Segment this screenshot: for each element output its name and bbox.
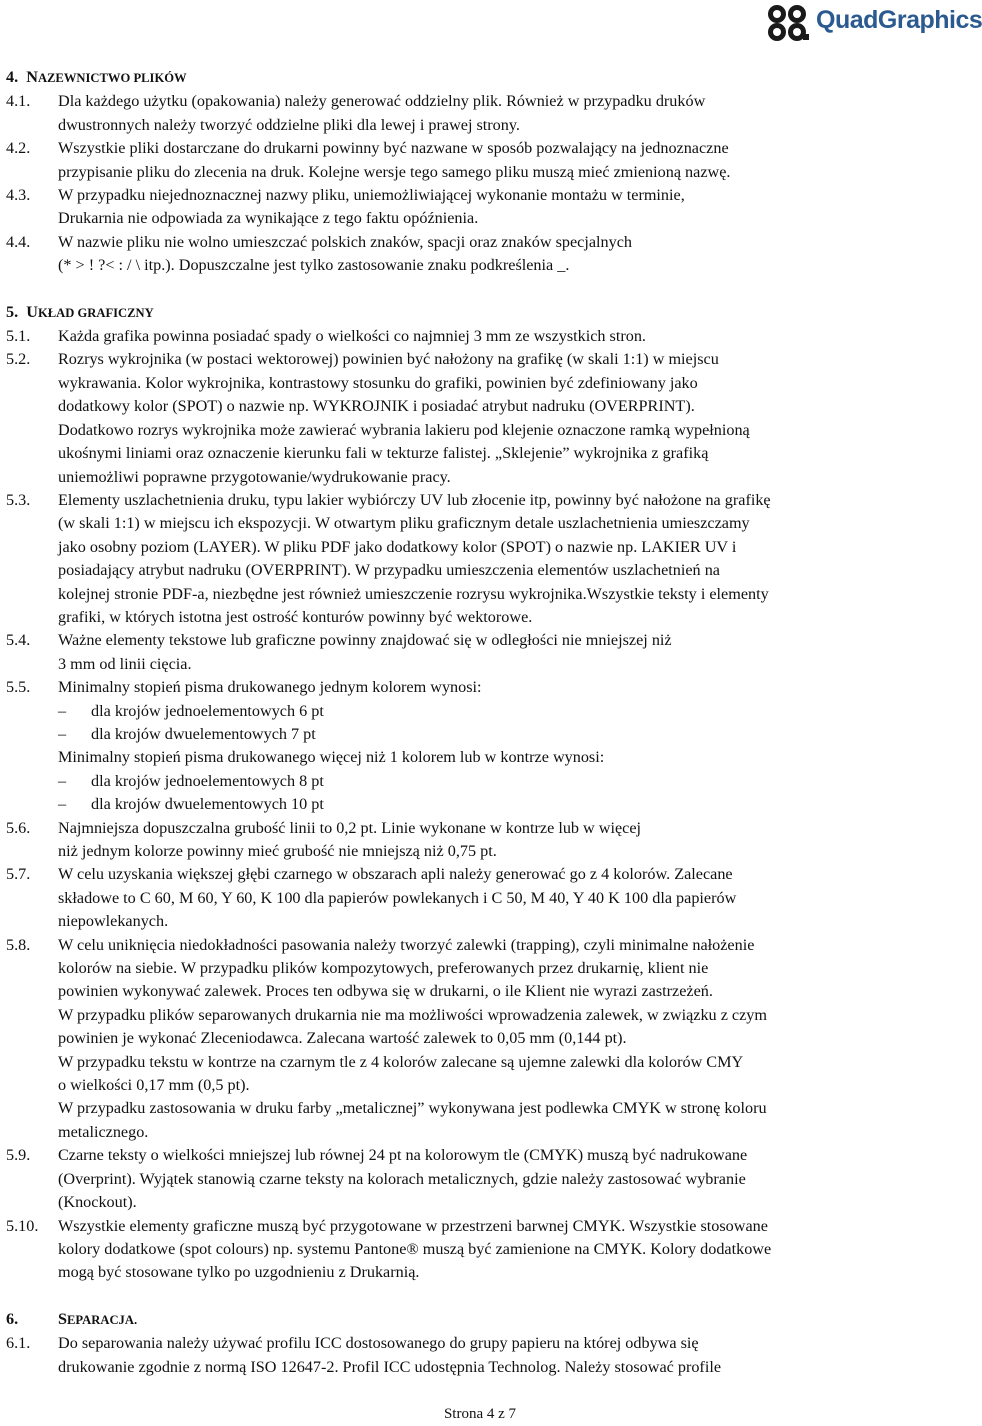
item-line: Wszystkie elementy graficzne muszą być przygotowane w przestrzeni barwnej CMYK. Wszystkie stosowane — [58, 1216, 768, 1235]
section-title-initial: N — [26, 68, 38, 86]
item-line: posiadający atrybut nadruku (OVERPRINT). W przypadku umieszczenia elementów uszlachetnień na — [58, 561, 720, 580]
item-line: składowe to C 60, M 60, Y 60, K 100 dla papierów powlekanych i C 50, M 40, Y 40 K 100 dla papierów — [58, 888, 737, 907]
list-item — [6, 137, 956, 184]
item-line: dwustronnych należy tworzyć oddzielne pliki dla lewej i prawej strony. — [58, 115, 520, 134]
item-line: W celu uzyskania większej głębi czarnego w obszarach apli należy generować go z 4 kolorów. Zalecane — [58, 865, 733, 884]
item-line: Dodatkowo rozrys wykrojnika może zawierać wybrania lakieru pod klejenie oznaczone ramką wypełnioną — [58, 420, 750, 439]
bullet-text: dla krojów dwuelementowych 10 pt — [91, 795, 324, 814]
item-line: ukośnymi liniami oraz oznaczenie kierunku fali w tekturze falistej. „Sklejenie” wykrojnika z grafiką — [58, 444, 709, 463]
section-number: 6. — [6, 1309, 19, 1328]
item-line: Minimalny stopień pisma drukowanego więcej niż 1 kolorem lub w kontrze wynosi: — [58, 748, 605, 767]
section-title-rest: EPARACJA. — [67, 1312, 138, 1327]
item-line: jako osobny poziom (LAYER). W pliku PDF jako dodatkowy kolor (SPOT) o nazwie np. LAKIER UV i — [58, 537, 737, 556]
dash-bullet: – — [58, 724, 67, 743]
section-title-rest: KŁAD GRAFICZNY — [37, 305, 154, 320]
list-item — [6, 1144, 956, 1214]
bullet-text: dla krojów jednoelementowych 6 pt — [91, 701, 324, 720]
item-line: metalicznego. — [58, 1122, 149, 1141]
list-item — [6, 231, 956, 278]
item-line: Rozrys wykrojnika (w postaci wektorowej) powinien być nałożony na grafikę (w skali 1:1) w miejscu — [58, 350, 719, 369]
item-line: Elementy uszlachetnienia druku, typu lakier wybiórczy UV lub złocenie itp, powinny być nałożone na grafikę — [58, 490, 771, 509]
item-number: 4.4. — [6, 232, 31, 251]
item-number: 5.1. — [6, 327, 31, 346]
list-item — [6, 489, 956, 629]
item-number: 5.7. — [6, 865, 31, 884]
item-line: kolejnej stronie PDF-a, niezbędne jest również umieszczenie rozrysu wykrojnika.Wszystkie teksty i elementy — [58, 584, 769, 603]
item-line: W przypadku zastosowania w druku farby „metalicznej” wykonywana jest podlewka CMYK w stronę koloru — [58, 1099, 767, 1118]
item-number: 4.3. — [6, 186, 31, 205]
item-line: (Knockout). — [58, 1193, 137, 1212]
dash-bullet: – — [58, 771, 67, 790]
list-item — [6, 90, 956, 137]
bullet-text: dla krojów dwuelementowych 7 pt — [91, 724, 316, 743]
item-number: 5.10. — [6, 1216, 39, 1235]
item-line: powinien wykonywać zalewek. Proces ten odbywa się w drukarni, o ile Klient nie wyrazi zastrzeżeń. — [58, 982, 713, 1001]
list-item — [6, 863, 956, 933]
item-line: uniemożliwi poprawne przygotowanie/wydrukowanie pracy. — [58, 467, 451, 486]
section-title-initial: S — [58, 1309, 68, 1328]
document-body — [6, 66, 956, 1379]
list-item — [6, 1332, 956, 1379]
item-number: 4.2. — [6, 139, 31, 158]
item-line: Do separowania należy używać profilu ICC dostosowanego do grupy papieru na której odbywa się — [58, 1334, 699, 1353]
item-line: Dla każdego użytku (opakowania) należy generować oddzielny plik. Również w przypadku druków — [58, 92, 706, 111]
list-item — [6, 348, 956, 488]
section-heading — [6, 301, 956, 325]
item-line: niż jednym kolorze powinny mieć grubość nie mniejszą niż 0,75 pt. — [58, 842, 497, 860]
list-item — [6, 676, 956, 816]
item-number: 5.4. — [6, 631, 31, 650]
item-line: niepowlekanych. — [58, 912, 169, 931]
item-line: 3 mm od linii cięcia. — [58, 654, 192, 673]
item-line: Czarne teksty o wielkości mniejszej lub równej 24 pt na kolorowym tle (CMYK) muszą być nadrukowane — [58, 1146, 748, 1165]
item-line: W przypadku plików separowanych drukarnia nie ma możliwości wprowadzenia zalewek, w związku z czym — [58, 1005, 767, 1024]
list-item — [6, 629, 956, 676]
item-line: Wszystkie pliki dostarczane do drukarni powinny być nazwane w sposób pozwalający na jednoznaczne — [58, 139, 729, 158]
bullet-item — [58, 700, 956, 723]
item-line: W przypadku niejednoznacznej nazwy pliku, uniemożliwiającej wykonanie montażu w terminie, — [58, 186, 685, 205]
section-number: 5. — [6, 302, 19, 321]
item-number: 5.9. — [6, 1146, 31, 1165]
item-number: 4.1. — [6, 92, 31, 111]
logo-text: QuadGraphics — [816, 6, 982, 34]
quadgraphics-logo-mark-icon — [766, 4, 812, 42]
bullet-item — [58, 770, 956, 793]
item-line: W nazwie pliku nie wolno umieszczać polskich znaków, spacji oraz znaków specjalnych — [58, 232, 632, 251]
item-line: W celu uniknięcia niedokładności pasowania należy tworzyć zalewki (trapping), czyli minimalne nałożenie — [58, 935, 755, 954]
item-line: przypisanie pliku do zlecenia na druk. Kolejne wersje tego samego pliku muszą mieć zmienioną nazwę. — [58, 162, 731, 181]
item-line: Każda grafika powinna posiadać spady o wielkości co najmniej 3 mm ze wszystkich stron. — [58, 327, 646, 346]
item-line: wykrawania. Kolor wykrojnika, kontrastowy stosunku do grafiki, powinien być zdefiniowany jako — [58, 373, 698, 392]
dash-bullet: – — [58, 795, 67, 814]
dash-bullet: – — [58, 701, 67, 720]
item-line: Najmniejsza dopuszczalna grubość linii to 0,2 pt. Linie wykonane w kontrze lub w więcej — [58, 818, 642, 837]
bullet-text: dla krojów jednoelementowych 8 pt — [91, 771, 324, 790]
item-line: kolorów na siebie. W przypadku plików kompozytowych, preferowanych przez drukarnię, klient nie — [58, 959, 709, 978]
item-number: 6.1. — [6, 1334, 31, 1353]
item-line: Ważne elementy tekstowe lub graficzne powinny znajdować się w odległości nie mniejszej niż — [58, 631, 672, 650]
item-line: drukowanie zgodnie z normą ISO 12647-2. Profil ICC udostępnia Technolog. Należy stosować profile — [58, 1357, 722, 1376]
item-line: (Overprint). Wyjątek stanowią czarne teksty na kolorach metalicznych, gdzie należy zastosować wybranie — [58, 1169, 746, 1188]
item-number: 5.5. — [6, 678, 31, 697]
item-number: 5.8. — [6, 935, 31, 954]
bullet-item — [58, 793, 956, 816]
item-line: o wielkości 0,17 mm (0,5 pt). — [58, 1076, 250, 1095]
item-number: 5.6. — [6, 818, 31, 837]
item-number: 5.2. — [6, 350, 31, 369]
section-number: 4. — [6, 68, 19, 86]
item-line: kolory dodatkowe (spot colours) np. systemu Pantone® muszą być zamienione na CMYK. Kolory dodatkowe — [58, 1239, 772, 1258]
page-number: Strona 4 z 7 — [443, 1406, 517, 1422]
item-line: (w skali 1:1) w miejscu ich ekspozycji. W otwartym pliku graficznym detale uszlachetnienia umieszczamy — [58, 514, 750, 533]
bullet-item — [58, 723, 956, 746]
item-line: (* > ! ?< : / \ itp.). Dopuszczalne jest tylko zastosowanie znaku podkreślenia _. — [58, 256, 570, 275]
section-heading — [6, 1308, 956, 1332]
item-line: grafiki, w których istotna jest ostrość konturów powinny być wektorowe. — [58, 607, 533, 626]
quadgraphics-logo — [766, 4, 982, 40]
item-line: W przypadku tekstu w kontrze na czarnym tle z 4 kolorów zalecane są ujemne zalewki dla kolorów CMY — [58, 1052, 744, 1071]
list-item — [6, 325, 956, 348]
section-title-initial: U — [26, 302, 38, 321]
item-line: dodatkowy kolor (SPOT) o nazwie np. WYKROJNIK i posiadać atrybut nadruku (OVERPRINT). — [58, 397, 695, 416]
list-item — [6, 817, 956, 864]
section-title-rest: AZEWNICTWO PLIKÓW — [37, 71, 187, 85]
list-item — [6, 1215, 956, 1285]
section-title — [58, 1308, 137, 1332]
item-line: powinien je wykonać Zleceniodawca. Zalecana wartość zalewek to 0,05 mm (0,144 pt). — [58, 1029, 627, 1048]
item-number: 5.3. — [6, 490, 31, 509]
list-item — [6, 184, 956, 231]
item-line: Minimalny stopień pisma drukowanego jednym kolorem wynosi: — [58, 678, 482, 697]
item-line: Drukarnia nie odpowiada za wynikające z tego faktu opóźnienia. — [58, 209, 479, 228]
section-heading — [6, 66, 956, 90]
item-line: mogą być stosowane tylko po uzgodnieniu z Drukarnią. — [58, 1263, 420, 1282]
list-item — [6, 934, 956, 1145]
